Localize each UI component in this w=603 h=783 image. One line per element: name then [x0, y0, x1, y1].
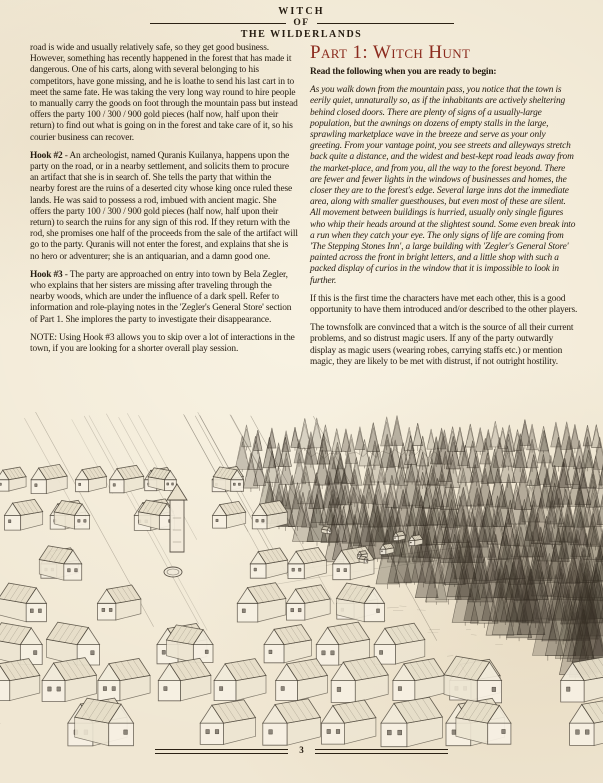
paragraph-hook2: [30, 151, 298, 263]
footer-rule-left: [155, 749, 288, 754]
hook2-text: - An archeologist, named Quranis Kuilanya, happens upon the party on the road, or in a nearby settlement, and solicits them to procure an artifact that she is in search of. She tells the party that within the nearby forest are the ruins of a deserted city whose king once ruled these lands. He was said to possess a rod, imbued with ancient magic. She offers the party 100 / 300 / 900 gold pieces (half now, half upon their return) to search the ruins for any sign of this rod. If they return with the rod, she promises one half of the proceeds from the sale of the artifact will go to the party. Quranis will not enter the forest, and explains that she is no hero or adventurer; she is an antiquarian, and a damn good one.: [30, 150, 298, 262]
text-columns: [30, 43, 578, 375]
section-title: Part 1: Witch Hunt: [310, 42, 471, 63]
read-aloud-passage: As you walk down from the mountain pass, you notice that the town is eerily quiet, unnaturally so, as if the inhabitants are actively sheltering behind closed doors. There are plenty of signs of a usually-large population, but the awnings on dozens of empty stalls in the large, sprawling marketplace wave in the breeze and serve as your only greeting. From your vantage point, you see streets and alleyways stretch back quite a distance, and the widest and best-kept road leads away from the market-place, and from you, all the way to the forest beyond. There are fewer and fewer lights in the windows of businesses and homes, the closer they are to the forest's edge. Several large inns dot the immediate area, along with smaller guesthouses, but even most of these are silent. All movement between buildings is hurried, usually only single figures who whip their heads around at the slightest sound. Some even break into a run when they catch your eye. The only signs of life are coming from 'The Stepping Stones Inn', a large building with 'Zegler's General Store' painted across the front in bright letters, and a little shop with such a packed display of curios in the window that it is impossible to look in further.: [310, 85, 576, 286]
village-illustration: [0, 412, 603, 764]
book-title-line3: THE WILDERLANDS: [240, 29, 363, 40]
page-number: 3: [299, 745, 304, 755]
header-rule-right: [317, 23, 454, 24]
header-rule-row: [150, 18, 454, 28]
hook2-label: Hook #2: [30, 150, 63, 161]
paragraph-note: NOTE: Using Hook #3 allows you to skip over a lot of interactions in the town, if you are looking for a shorter overall play session.: [30, 332, 295, 355]
book-title-line1: WITCH: [278, 6, 325, 17]
paragraph-introductions: If this is the first time the characters have met each other, this is a good opportunity to have them introduced and/or described to the other players.: [310, 293, 578, 316]
book-header: [0, 6, 603, 41]
page-footer: [155, 746, 448, 756]
footer-rule-right: [315, 749, 448, 754]
paragraph-courier-hook: road is wide and usually relatively safe, so they get good business. However, something has recently happened in the forest that has made it dangerous. One of his carts, along with several belonging to his competitors, have gone missing, and he is loathe to send his last cart in to meet the same fate. He was taking the very long way round to hire people to manually carry the goods on foot through the mountain pass but instead offers the party 100 / 300 / 900 gold pieces (half now, half upon their return) to find out what is going on in the forest and take care of it, so his courier business can recover.: [30, 43, 298, 143]
paragraph-hook3: [30, 270, 298, 326]
hook3-text: - The party are approached on entry into town by Bela Zegler, who explains that her sisters are missing after traveling through the nearby woods, which are under the influence of a dark spell. Refer to information and role-playing notes in the 'Zegler's General Store' section of Part 1. She implores the party to investigate their disappearance.: [30, 269, 292, 325]
paragraph-townsfolk: The townsfolk are convinced that a witch is the source of all their current problems, and so distrust magic users. If any of the party outwardly display as magic users (wearing robes, carrying staffs etc.) or mention magic, they are likely to be met with distrust, if not outright hostility.: [310, 323, 574, 367]
book-title-line2: OF: [293, 18, 310, 28]
hook3-label: Hook #3: [30, 269, 63, 280]
read-aloud-intro: Read the following when you are ready to begin:: [310, 67, 497, 77]
right-column: [310, 43, 578, 375]
header-rule-left: [150, 23, 287, 24]
left-column: [30, 43, 298, 375]
